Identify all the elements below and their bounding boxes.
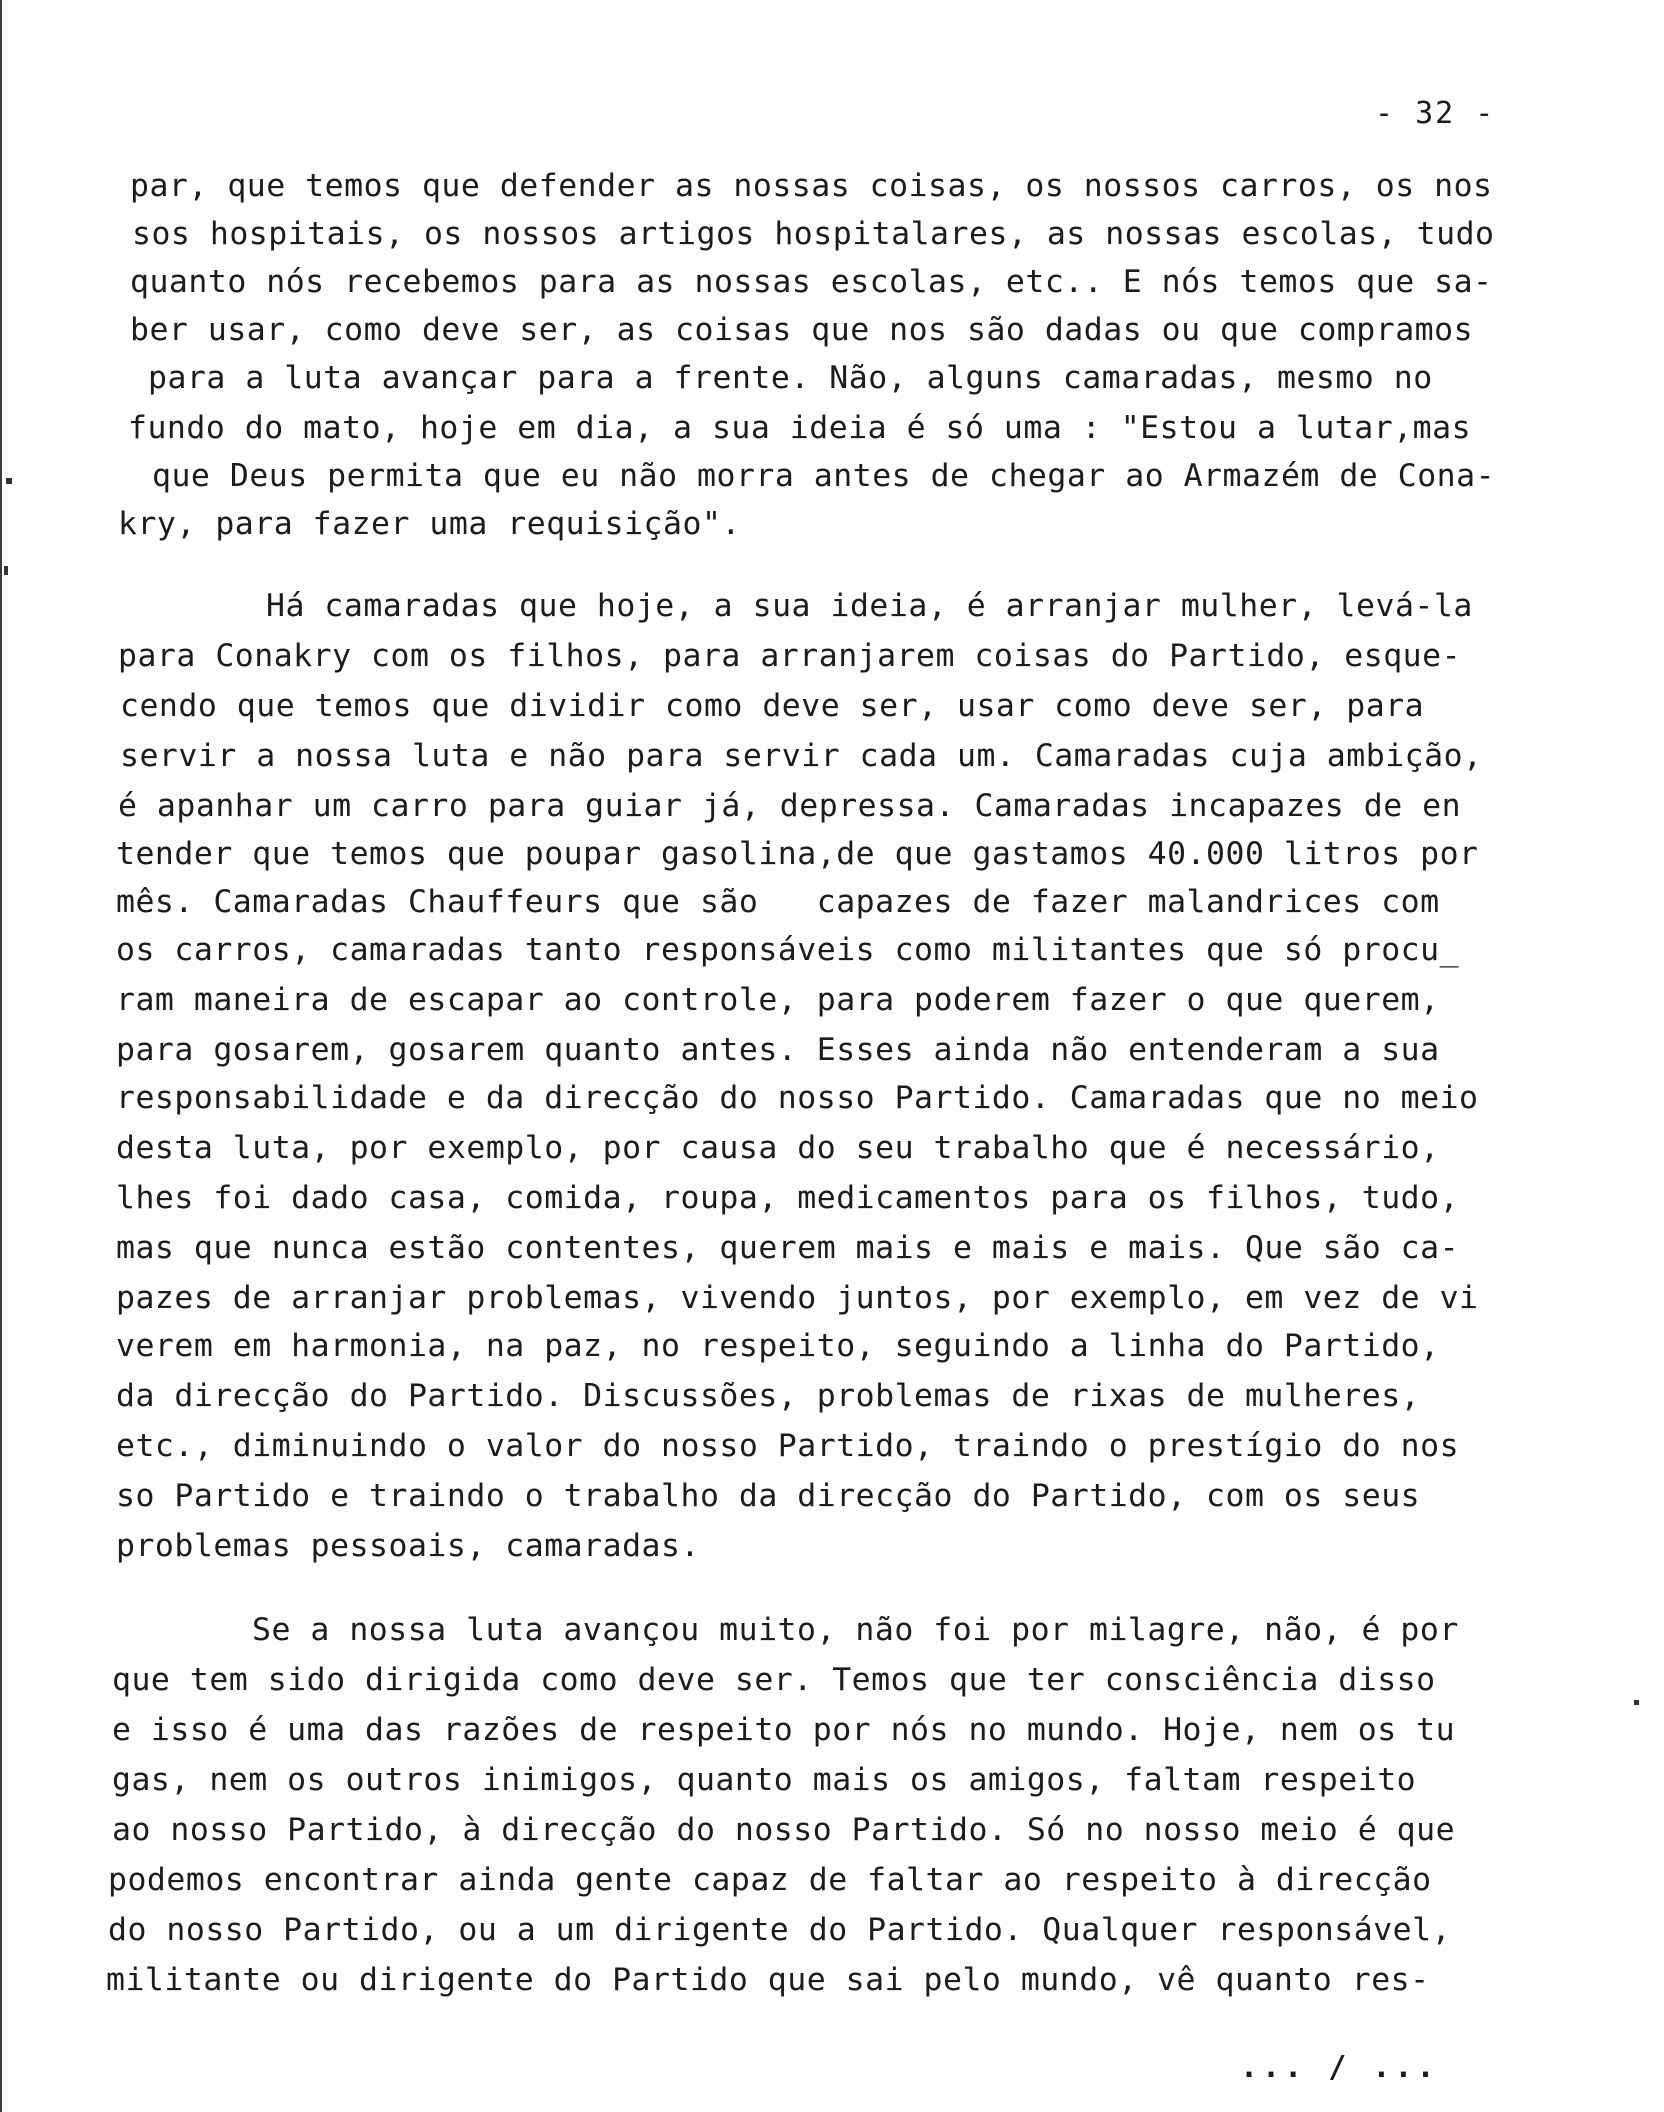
text-line: lhes foi dado casa, comida, roupa, medicamentos para os filhos, tudo, [116, 1180, 1460, 1216]
text-line: servir a nossa luta e não para servir cada um. Camaradas cuja ambição, [120, 738, 1483, 774]
text-line: da direcção do Partido. Discussões, problemas de rixas de mulheres, [116, 1378, 1421, 1414]
text-line: e isso é uma das razões de respeito por nós no mundo. Hoje, nem os tu [112, 1712, 1456, 1748]
text-line: tender que temos que poupar gasolina,de que gastamos 40.000 litros por [116, 836, 1479, 872]
text-line: mês. Camaradas Chauffeurs que são capazes de fazer malandrices com [116, 884, 1440, 920]
text-line: kry, para fazer uma requisição". [118, 506, 741, 542]
text-line: ram maneira de escapar ao controle, para poderem fazer o que querem, [116, 982, 1440, 1018]
continuation-marker: ... / ... [1240, 2050, 1439, 2085]
text-line: Há camaradas que hoje, a sua ideia, é arranjar mulher, levá-la [266, 588, 1473, 624]
text-line: para gosarem, gosarem quanto antes. Esses ainda não entenderam a sua [116, 1032, 1440, 1068]
text-line: que Deus permita que eu não morra antes de chegar ao Armazém de Cona- [152, 458, 1496, 494]
text-line: para a luta avançar para a frente. Não, alguns camaradas, mesmo no [148, 360, 1433, 396]
text-line: verem em harmonia, na paz, no respeito, seguindo a linha do Partido, [116, 1328, 1440, 1364]
text-line: cendo que temos que dividir como deve ser, usar como deve ser, para [120, 688, 1425, 724]
text-line: par, que temos que defender as nossas coisas, os nossos carros, os nos [130, 168, 1493, 204]
text-line: desta luta, por exemplo, por causa do seu trabalho que é necessário, [116, 1130, 1440, 1166]
text-line: gas, nem os outros inimigos, quanto mais os amigos, faltam respeito [112, 1762, 1417, 1798]
text-line: pazes de arranjar problemas, vivendo juntos, por exemplo, em vez de vi [116, 1280, 1479, 1316]
text-line: ber usar, como deve ser, as coisas que nos são dadas ou que compramos [130, 312, 1474, 348]
text-line: para Conakry com os filhos, para arranjarem coisas do Partido, esque- [118, 638, 1462, 674]
text-line: é apanhar um carro para guiar já, depressa. Camaradas incapazes de en [118, 788, 1462, 824]
text-line: quanto nós recebemos para as nossas escolas, etc.. E nós temos que sa- [130, 264, 1493, 300]
scan-speck [4, 566, 8, 575]
text-line: Se a nossa luta avançou muito, não foi por milagre, não, é por [252, 1612, 1459, 1648]
page-number: - 32 - [1375, 96, 1496, 131]
scan-left-edge [0, 0, 2, 2112]
text-line: ao nosso Partido, à direcção do nosso Partido. Só no nosso meio é que [112, 1812, 1456, 1848]
text-line: sos hospitais, os nossos artigos hospitalares, as nossas escolas, tudo [132, 216, 1495, 252]
text-line: so Partido e traindo o trabalho da direcção do Partido, com os seus [116, 1478, 1421, 1514]
text-line: militante ou dirigente do Partido que sai pelo mundo, vê quanto res- [106, 1962, 1430, 1998]
text-line: mas que nunca estão contentes, querem mais e mais e mais. Que são ca- [116, 1230, 1460, 1266]
text-line: fundo do mato, hoje em dia, a sua ideia é só uma : "Estou a lutar,mas [128, 410, 1472, 446]
scan-speck [6, 478, 12, 484]
text-line: do nosso Partido, ou a um dirigente do Partido. Qualquer responsável, [108, 1912, 1452, 1948]
text-line: etc., diminuindo o valor do nosso Partido, traindo o prestígio do nos [116, 1428, 1460, 1464]
text-line: que tem sido dirigida como deve ser. Temos que ter consciência disso [112, 1662, 1436, 1698]
text-line: responsabilidade e da direcção do nosso Partido. Camaradas que no meio [116, 1080, 1479, 1116]
text-line: podemos encontrar ainda gente capaz de faltar ao respeito à direcção [108, 1862, 1432, 1898]
text-line: os carros, camaradas tanto responsáveis como militantes que só procu_ [116, 932, 1460, 968]
scan-speck [1634, 1700, 1639, 1705]
text-line: problemas pessoais, camaradas. [116, 1528, 700, 1564]
